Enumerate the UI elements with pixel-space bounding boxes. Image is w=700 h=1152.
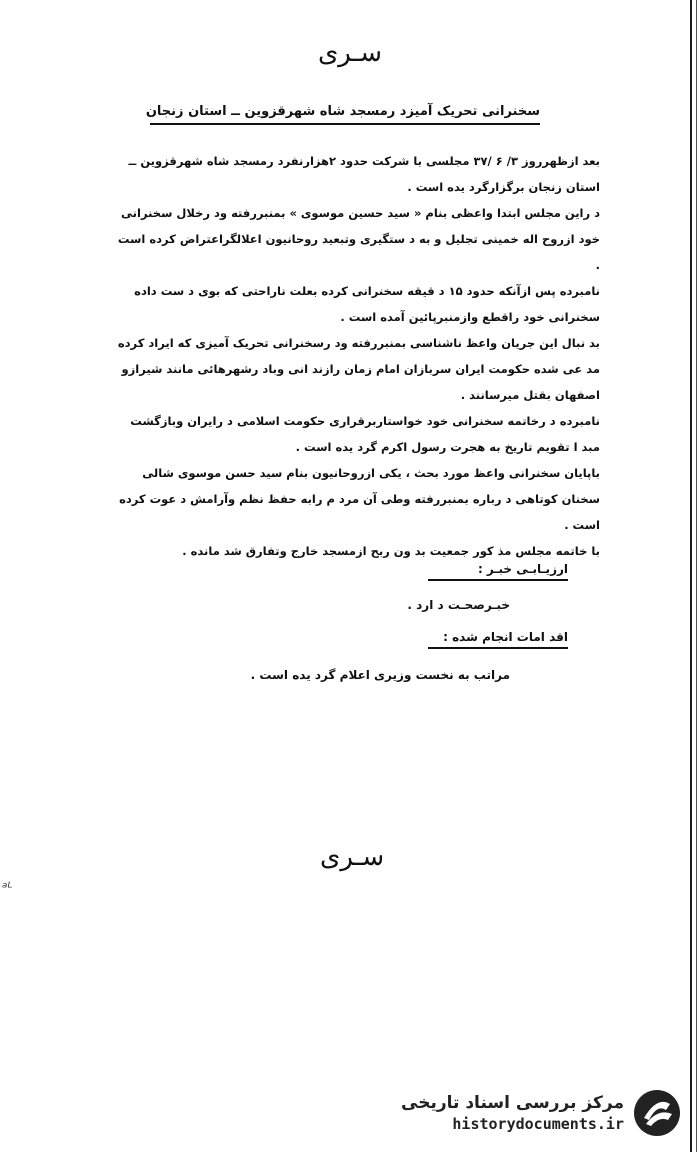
scan-edge-border-outer [696, 0, 697, 1152]
watermark-text [401, 1092, 624, 1134]
watermark-org-name: مرکز بررسی اسناد تاریخی [401, 1093, 624, 1113]
archive-watermark [401, 1088, 682, 1138]
actions-value: مراتب به نخست وزیری اعلام گرد یده است . [250, 668, 510, 682]
classification-top: سـری [317, 38, 383, 68]
paragraph: باپایان سخنرانی واعظ مورد بحث ، یکی ازروحانیون بنام سید حسن موسوی شالی سخنان کوتاهی د رباره بمنبررفته وطی آن مرد م رابه حفظ نظم وآرامش د عوت کرده است . [119, 466, 600, 532]
paragraph: نامبرده د رخاتمه سخنرانی خود خواستاربرقراری حکومت اسلامی د رایران وبازگشت مبد ا تقویم تاریخ به هجرت رسول اکرم گرد یده است . [130, 414, 600, 454]
archive-logo-icon [632, 1088, 682, 1138]
paragraph: نامبرده پس ازآنکه حدود ۱۵ د قیقه سخنرانی کرده بعلت ناراحتی که بوی د ست داده سخنرانی خود راقطع وازمنبرپائین آمده است . [134, 284, 600, 324]
evaluation-heading: ارزیـابـی خبـر : [428, 562, 568, 581]
actions-heading: اقد امات انجام شده : [428, 630, 568, 649]
classification-bottom: سـری [320, 842, 385, 872]
paragraph: با خاتمه مجلس مذ کور جمعیت بد ون ربح ازمسجد خارج وتفارق شد مانده . [182, 544, 600, 558]
paragraph: د راین مجلس ابتدا واعظی بنام « سید حسین موسوی » بمنبررفته ود رخلال سخنرانی خود ازروح اله خمینی تجلیل و به د ستگیری وتبعید روحانیون اعلالگراعتراض کرده است . [117, 206, 600, 272]
paragraph: بعد ازظهرروز ۳/ ۶ /۳۷ مجلسی با شرکت حدود ۲هزارنفرد رمسجد شاه شهرقزوین ــ استان زنجان برگزارگرد یده است . [128, 154, 600, 194]
paragraph: بد نبال این جریان واعظ ناشناسی بمنبررفته ود رسخنرانی تحریک آمیزی که ایراد کرده مد عی شده حکومت ایران سربازان امام زمان رازند انی وباد رشهرهائی مانند شیرازو اصفهان بقتل میرسانند . [117, 336, 600, 402]
document-title: سخنرانی تحریک آمیزد رمسجد شاه شهرقزوین ــ استان زنجان [150, 104, 540, 125]
scan-edge-border [690, 0, 692, 1152]
margin-handwritten-note: ᵃᴸ [2, 880, 13, 896]
evaluation-value: خبـرصحـت د ارد . [407, 598, 510, 612]
watermark-url: historydocuments.ir [452, 1115, 624, 1133]
document-body [110, 148, 600, 564]
